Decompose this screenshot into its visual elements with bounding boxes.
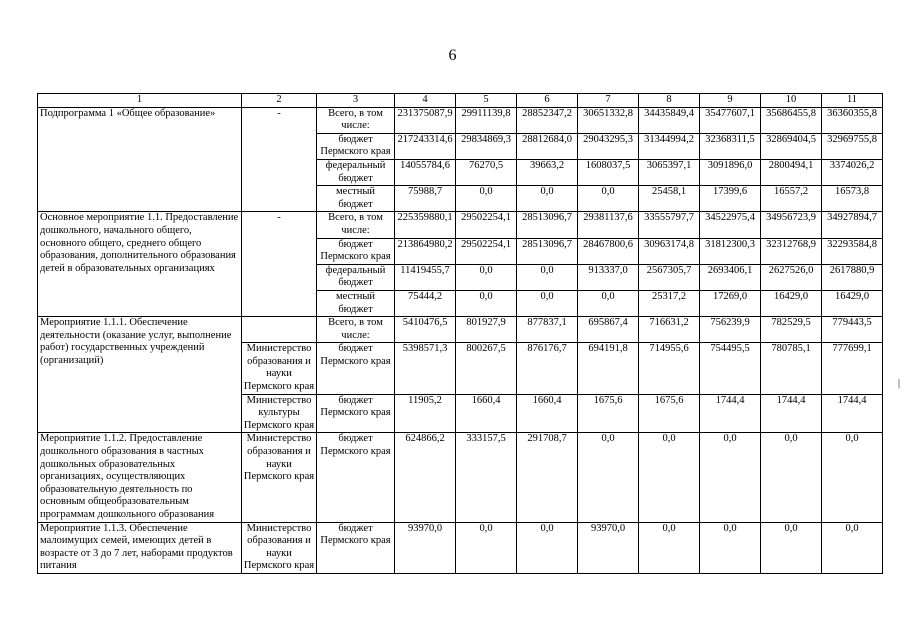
amount-cell: 714955,6 xyxy=(639,343,700,394)
amount-cell: 16429,0 xyxy=(761,290,822,316)
amount-cell: 16557,2 xyxy=(761,186,822,212)
funding-source: Всего, в том числе: xyxy=(317,212,395,238)
amount-cell: 34927894,7 xyxy=(822,212,883,238)
amount-cell: 0,0 xyxy=(578,433,639,522)
funding-source: федеральный бюджет xyxy=(317,264,395,290)
amount-cell: 29502254,1 xyxy=(456,212,517,238)
amount-cell: 75444,2 xyxy=(395,290,456,316)
amount-cell: 624866,2 xyxy=(395,433,456,522)
amount-cell: 2627526,0 xyxy=(761,264,822,290)
amount-cell: 694191,8 xyxy=(578,343,639,394)
amount-cell: 0,0 xyxy=(639,522,700,573)
table-row xyxy=(38,107,883,133)
amount-cell: 2800494,1 xyxy=(761,159,822,185)
amount-cell: 32312768,9 xyxy=(761,238,822,264)
amount-cell: 876176,7 xyxy=(517,343,578,394)
amount-cell: 3065397,1 xyxy=(639,159,700,185)
funding-source: местный бюджет xyxy=(317,186,395,212)
amount-cell: 28513096,7 xyxy=(517,212,578,238)
amount-cell: 0,0 xyxy=(456,186,517,212)
amount-cell: 36360355,8 xyxy=(822,107,883,133)
executor: Министерство образования и науки Пермского края xyxy=(242,522,317,573)
column-header: 7 xyxy=(578,94,639,108)
amount-cell: 1675,6 xyxy=(639,394,700,433)
amount-cell: 1608037,5 xyxy=(578,159,639,185)
amount-cell: 0,0 xyxy=(700,433,761,522)
amount-cell: 28812684,0 xyxy=(517,133,578,159)
funding-source: Всего, в том числе: xyxy=(317,107,395,133)
column-header: 6 xyxy=(517,94,578,108)
executor: - xyxy=(242,212,317,317)
amount-cell: 0,0 xyxy=(700,522,761,573)
executor xyxy=(242,317,317,343)
funding-source: бюджет Пермского края xyxy=(317,394,395,433)
amount-cell: 213864980,2 xyxy=(395,238,456,264)
amount-cell: 217243314,6 xyxy=(395,133,456,159)
amount-cell: 32969755,8 xyxy=(822,133,883,159)
program-name: Мероприятие 1.1.1. Обеспечение деятельности (оказание услуг, выполнение работ) государственных учреждений (организаций) xyxy=(38,317,242,433)
amount-cell: 0,0 xyxy=(761,433,822,522)
amount-cell: 1675,6 xyxy=(578,394,639,433)
amount-cell: 0,0 xyxy=(517,522,578,573)
amount-cell: 11419455,7 xyxy=(395,264,456,290)
amount-cell: 1660,4 xyxy=(456,394,517,433)
amount-cell: 25458,1 xyxy=(639,186,700,212)
amount-cell: 17269,0 xyxy=(700,290,761,316)
amount-cell: 93970,0 xyxy=(395,522,456,573)
amount-cell: 780785,1 xyxy=(761,343,822,394)
funding-source: бюджет Пермского края xyxy=(317,238,395,264)
amount-cell: 0,0 xyxy=(456,522,517,573)
amount-cell: 33555797,7 xyxy=(639,212,700,238)
executor: - xyxy=(242,107,317,212)
column-header: 1 xyxy=(38,94,242,108)
amount-cell: 756239,9 xyxy=(700,317,761,343)
amount-cell: 34522975,4 xyxy=(700,212,761,238)
amount-cell: 34956723,9 xyxy=(761,212,822,238)
amount-cell: 32869404,5 xyxy=(761,133,822,159)
amount-cell: 695867,4 xyxy=(578,317,639,343)
amount-cell: 29502254,1 xyxy=(456,238,517,264)
program-name: Мероприятие 1.1.3. Обеспечение малоимущих семей, имеющих детей в возрасте от 3 до 7 лет, наборами продуктов питания xyxy=(38,522,242,573)
amount-cell: 0,0 xyxy=(517,264,578,290)
amount-cell: 782529,5 xyxy=(761,317,822,343)
amount-cell: 28467800,6 xyxy=(578,238,639,264)
amount-cell: 777699,1 xyxy=(822,343,883,394)
executor: Министерство культуры Пермского края xyxy=(242,394,317,433)
amount-cell: 800267,5 xyxy=(456,343,517,394)
amount-cell: 779443,5 xyxy=(822,317,883,343)
amount-cell: 2617880,9 xyxy=(822,264,883,290)
amount-cell: 39663,2 xyxy=(517,159,578,185)
amount-cell: 0,0 xyxy=(517,290,578,316)
amount-cell: 1744,4 xyxy=(822,394,883,433)
column-header: 8 xyxy=(639,94,700,108)
funding-source: бюджет Пермского края xyxy=(317,133,395,159)
table-row xyxy=(38,212,883,238)
amount-cell: 0,0 xyxy=(578,186,639,212)
column-header: 4 xyxy=(395,94,456,108)
program-name: Мероприятие 1.1.2. Предоставление дошкольного образования в частных дошкольных образовательных организациях, осуществляющих образовательную деятельность по основным общеобразовательным программам дошкольного образования xyxy=(38,433,242,522)
amount-cell: 1744,4 xyxy=(700,394,761,433)
column-header: 9 xyxy=(700,94,761,108)
amount-cell: 0,0 xyxy=(578,290,639,316)
funding-source: федеральный бюджет xyxy=(317,159,395,185)
table-row xyxy=(38,317,883,343)
amount-cell: 28513096,7 xyxy=(517,238,578,264)
amount-cell: 28852347,2 xyxy=(517,107,578,133)
amount-cell: 231375087,9 xyxy=(395,107,456,133)
amount-cell: 76270,5 xyxy=(456,159,517,185)
executor: Министерство образования и науки Пермского края xyxy=(242,343,317,394)
amount-cell: 0,0 xyxy=(822,433,883,522)
column-header: 10 xyxy=(761,94,822,108)
amount-cell: 0,0 xyxy=(822,522,883,573)
amount-cell: 35686455,8 xyxy=(761,107,822,133)
amount-cell: 291708,7 xyxy=(517,433,578,522)
amount-cell: 29043295,3 xyxy=(578,133,639,159)
funding-source: местный бюджет xyxy=(317,290,395,316)
amount-cell: 913337,0 xyxy=(578,264,639,290)
funding-source: бюджет Пермского края xyxy=(317,433,395,522)
budget-table xyxy=(37,93,883,574)
amount-cell: 35477607,1 xyxy=(700,107,761,133)
amount-cell: 877837,1 xyxy=(517,317,578,343)
column-header: 5 xyxy=(456,94,517,108)
amount-cell: 29834869,3 xyxy=(456,133,517,159)
amount-cell: 93970,0 xyxy=(578,522,639,573)
column-header: 3 xyxy=(317,94,395,108)
amount-cell: 30651332,8 xyxy=(578,107,639,133)
executor: Министерство образования и науки Пермского края xyxy=(242,433,317,522)
amount-cell: 3091896,0 xyxy=(700,159,761,185)
header-row xyxy=(38,94,883,108)
amount-cell: 5398571,3 xyxy=(395,343,456,394)
margin-mark: | xyxy=(898,378,901,389)
amount-cell: 5410476,5 xyxy=(395,317,456,343)
amount-cell: 1660,4 xyxy=(517,394,578,433)
amount-cell: 29381137,6 xyxy=(578,212,639,238)
amount-cell: 0,0 xyxy=(517,186,578,212)
amount-cell: 2693406,1 xyxy=(700,264,761,290)
amount-cell: 11905,2 xyxy=(395,394,456,433)
amount-cell: 0,0 xyxy=(639,433,700,522)
amount-cell: 31812300,3 xyxy=(700,238,761,264)
amount-cell: 17399,6 xyxy=(700,186,761,212)
amount-cell: 32293584,8 xyxy=(822,238,883,264)
amount-cell: 32368311,5 xyxy=(700,133,761,159)
amount-cell: 31344994,2 xyxy=(639,133,700,159)
amount-cell: 25317,2 xyxy=(639,290,700,316)
funding-source: бюджет Пермского края xyxy=(317,343,395,394)
amount-cell: 34435849,4 xyxy=(639,107,700,133)
program-name: Подпрограмма 1 «Общее образование» xyxy=(38,107,242,212)
amount-cell: 30963174,8 xyxy=(639,238,700,264)
amount-cell: 754495,5 xyxy=(700,343,761,394)
table-row xyxy=(38,522,883,573)
amount-cell: 75988,7 xyxy=(395,186,456,212)
page-number: 6 xyxy=(448,47,457,64)
amount-cell: 1744,4 xyxy=(761,394,822,433)
amount-cell: 225359880,1 xyxy=(395,212,456,238)
amount-cell: 0,0 xyxy=(761,522,822,573)
amount-cell: 0,0 xyxy=(456,264,517,290)
program-name: Основное мероприятие 1.1. Предоставление дошкольного, начального общего, основного общего, среднего общего образования, дополнительного образования детей в образовательных организациях xyxy=(38,212,242,317)
amount-cell: 3374026,2 xyxy=(822,159,883,185)
amount-cell: 716631,2 xyxy=(639,317,700,343)
column-header: 11 xyxy=(822,94,883,108)
amount-cell: 14055784,6 xyxy=(395,159,456,185)
amount-cell: 16573,8 xyxy=(822,186,883,212)
table-row xyxy=(38,433,883,522)
amount-cell: 16429,0 xyxy=(822,290,883,316)
amount-cell: 801927,9 xyxy=(456,317,517,343)
amount-cell: 0,0 xyxy=(456,290,517,316)
amount-cell: 333157,5 xyxy=(456,433,517,522)
funding-source: Всего, в том числе: xyxy=(317,317,395,343)
column-header: 2 xyxy=(242,94,317,108)
amount-cell: 29911139,8 xyxy=(456,107,517,133)
funding-source: бюджет Пермского края xyxy=(317,522,395,573)
amount-cell: 2567305,7 xyxy=(639,264,700,290)
table-body xyxy=(38,94,883,574)
